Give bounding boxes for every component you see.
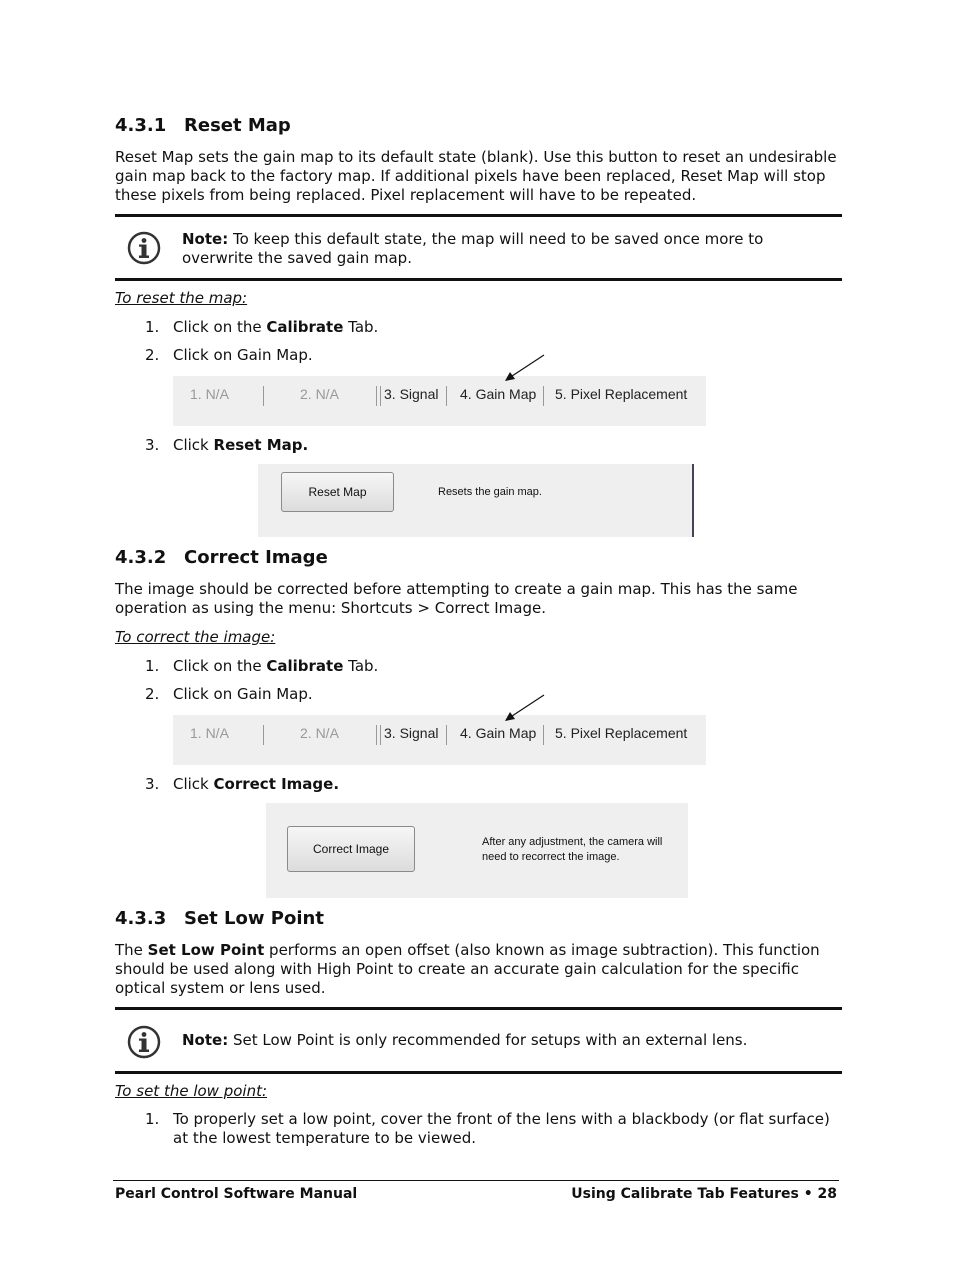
note-body: Set Low Point is only recommended for setups with an external lens.	[228, 1031, 748, 1049]
tab-separator	[446, 725, 447, 745]
section-body: The image should be corrected before attempting to create a gain map. This has the same operation as using the menu: Shortcuts > Correct Image.	[115, 580, 798, 617]
section-number: 4.3.1	[115, 115, 167, 136]
tab-separator	[376, 725, 377, 745]
info-icon	[127, 231, 161, 265]
correct-image-button[interactable]: Correct Image	[287, 826, 415, 872]
tab-na-2[interactable]: 2. N/A	[300, 725, 339, 741]
list-text: Click Reset Map.	[173, 436, 309, 454]
footer-manual-title: Pearl Control Software Manual	[115, 1186, 358, 1202]
page-footer	[113, 1180, 839, 1202]
procedure-heading: To correct the image:	[115, 628, 276, 646]
tab-strip	[173, 715, 706, 765]
list-text: Click on the Calibrate Tab.	[173, 318, 379, 336]
list-number: 1.	[145, 1110, 160, 1128]
note-box	[115, 214, 842, 281]
reset-map-button[interactable]: Reset Map	[281, 472, 394, 512]
section-heading-4-3-2	[115, 547, 328, 569]
section-heading-4-3-1	[115, 115, 291, 137]
correct-image-description: After any adjustment, the camera will need to recorrect the image.	[482, 836, 663, 863]
section-number: 4.3.2	[115, 547, 167, 568]
footer-chapter-page: Using Calibrate Tab Features • 28	[571, 1186, 837, 1202]
list-text: Click on Gain Map.	[173, 346, 313, 364]
note-box	[115, 1007, 842, 1074]
list-number: 1.	[145, 318, 160, 336]
list-number: 2.	[145, 346, 160, 364]
tab-pixel-replacement[interactable]: 5. Pixel Replacement	[555, 725, 688, 741]
reset-map-panel	[258, 464, 694, 537]
tab-separator	[263, 725, 264, 745]
tab-na-2[interactable]: 2. N/A	[300, 386, 339, 402]
tab-separator	[380, 386, 381, 406]
section-title: Set Low Point	[184, 908, 324, 929]
tab-gain-map[interactable]: 4. Gain Map	[460, 386, 537, 402]
tab-separator	[380, 725, 381, 745]
tab-na-1[interactable]: 1. N/A	[190, 725, 229, 741]
reset-map-description: Resets the gain map.	[438, 486, 542, 498]
note-text	[182, 1031, 822, 1050]
panel-edge	[692, 464, 694, 537]
list-number: 1.	[145, 657, 160, 675]
correct-image-panel	[266, 803, 688, 898]
list-text: Click on the Calibrate Tab.	[173, 657, 379, 675]
list-number: 2.	[145, 685, 160, 703]
list-text: To properly set a low point, cover the front of the lens with a blackbody (or flat surface) at the lowest temperature to be viewed.	[173, 1110, 830, 1147]
tab-separator	[263, 386, 264, 406]
arrow-icon	[500, 692, 550, 724]
tab-separator	[446, 386, 447, 406]
note-body: To keep this default state, the map will need to be saved once more to overwrite the saved gain map.	[182, 230, 764, 267]
note-label: Note:	[182, 230, 229, 248]
arrow-icon	[500, 352, 550, 384]
section-heading-4-3-3	[115, 908, 324, 930]
list-text: Click Correct Image.	[173, 775, 340, 793]
procedure-heading: To set the low point:	[115, 1082, 268, 1100]
tab-pixel-replacement[interactable]: 5. Pixel Replacement	[555, 386, 688, 402]
tab-signal[interactable]: 3. Signal	[384, 386, 439, 402]
procedure-heading: To reset the map:	[115, 289, 248, 307]
tab-separator	[543, 725, 544, 745]
list-text: Click on Gain Map.	[173, 685, 313, 703]
section-body: The Set Low Point performs an open offset (also known as image subtraction). This function should be used along with High Point to create an accurate gain calculation for the specific optical system or lens used.	[115, 941, 820, 997]
tab-gain-map[interactable]: 4. Gain Map	[460, 725, 537, 741]
tab-separator	[376, 386, 377, 406]
list-number: 3.	[145, 436, 160, 454]
note-text	[182, 230, 822, 268]
tab-signal[interactable]: 3. Signal	[384, 725, 439, 741]
section-number: 4.3.3	[115, 908, 167, 929]
list-number: 3.	[145, 775, 160, 793]
section-body: Reset Map sets the gain map to its default state (blank). Use this button to reset an undesirable gain map back to the factory map. If additional pixels have been replaced, Reset Map will stop these pixels from being replaced. Pixel replacement will have to be repeated.	[115, 148, 837, 204]
tab-strip	[173, 376, 706, 426]
tab-separator	[543, 386, 544, 406]
tab-na-1[interactable]: 1. N/A	[190, 386, 229, 402]
section-title: Correct Image	[184, 547, 328, 568]
section-title: Reset Map	[184, 115, 291, 136]
note-label: Note:	[182, 1031, 229, 1049]
info-icon	[127, 1025, 161, 1059]
